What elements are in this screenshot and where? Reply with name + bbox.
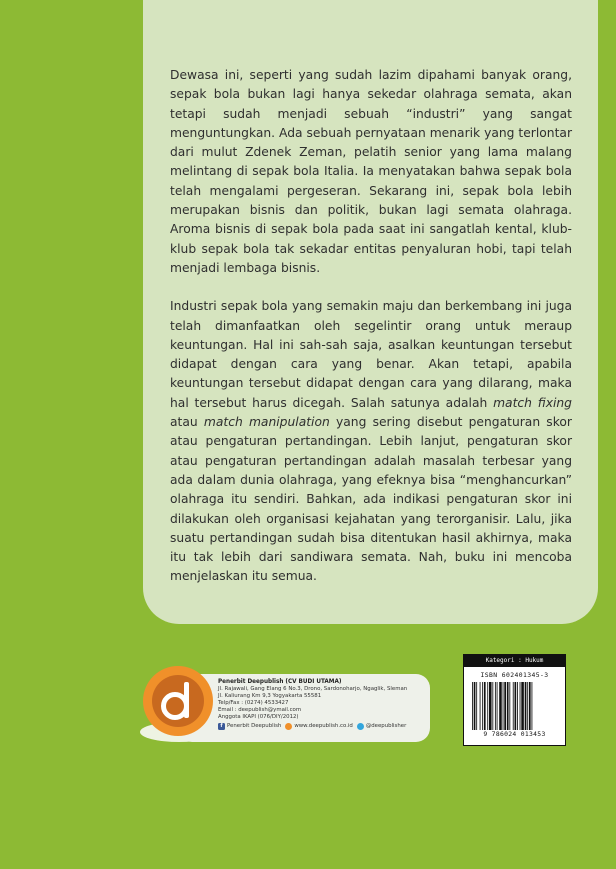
deepublish-logo-icon bbox=[142, 665, 214, 737]
facebook-icon: f bbox=[218, 723, 225, 730]
twitter-icon bbox=[357, 723, 364, 730]
publisher-info bbox=[218, 679, 428, 730]
category-label: Kategori : Hukum bbox=[464, 655, 565, 667]
barcode-icon bbox=[472, 682, 558, 730]
blurb-p2-emphasis-2: match manipulation bbox=[203, 415, 330, 430]
isbn-barcode-box bbox=[463, 654, 566, 746]
blurb-p2-text-1: Industri sepak bola yang semakin maju dan berkembang ini juga telah dimanfaatkan oleh segelintir orang untuk meraup keuntungan. Hal ini sah-sah saja, asalkan keuntungan tersebut didapat dengan cara yang benar. Akan tetapi, apabila keuntungan tersebut didapat dengan cara yang dilarang, maka hal tersebut harus dicegah. Salah satunya adalah bbox=[170, 299, 572, 410]
blurb-paragraph-1: Dewasa ini, seperti yang sudah lazim dipahami banyak orang, sepak bola bukan lagi hanya sekedar olahraga semata, akan tetapi sudah menjadi sebuah “industri” yang sangat menguntungkan. Ada sebuah pernyataan menarik yang terlontar dari mulut Zdenek Zeman, pelatih senior yang lama malang melintang di sepak bola Italia. Ia menyatakan bahwa sepak bola telah mengalami pergeseran. Sekarang ini, sepak bola lebih merupakan bisnis dan politik, bukan lagi semata olahraga. Aroma bisnis di sepak bola pada saat ini sangatlah kental, klub-klub sepak bola tak sekadar entitas penyaluran hobi, tapi telah menjadi lembaga bisnis. bbox=[170, 68, 572, 275]
publisher-email: Email : deepublish@ymail.com bbox=[218, 707, 302, 714]
publisher-membership: Anggota IKAPI (076/DIY/2012) bbox=[218, 714, 299, 721]
publisher-social bbox=[218, 723, 428, 730]
publisher-address-1: Jl. Rajawali, Gang Elang 6 No.3, Drono, Sardonoharjo, Ngaglik, Sleman bbox=[218, 686, 408, 693]
blurb-paragraph-2 bbox=[170, 297, 572, 586]
barcode-digits: 9 786024 013453 bbox=[483, 730, 546, 738]
website-icon bbox=[285, 723, 292, 730]
facebook-label: Penerbit Deepublish bbox=[227, 722, 282, 729]
isbn-text: ISBN 602401345-3 bbox=[480, 671, 549, 679]
blurb-p2-emphasis-1: match fixing bbox=[493, 395, 572, 410]
website-label: www.deepublish.co.id bbox=[294, 722, 353, 729]
publisher-phone: Telp/Fax : (0274) 4533427 bbox=[218, 700, 289, 707]
blurb-p2-text-3: yang sering disebut pengaturan skor atau pengaturan pertandingan. Lebih lanjut, pengaturan skor atau pengaturan pertandingan adalah masalah terbesar yang ada dalam dunia olahraga, yang efeknya bisa “menghancurkan” olahraga itu sendiri. Bahkan, ada indikasi pengaturan skor ini dilakukan oleh organisasi kejahatan yang terorganisir. Lalu, jika suatu pertandingan sudah bisa ditentukan hasil akhirnya, maka itu tak lebih dari sandiwara semata. Nah, buku ini mencoba menjelaskan itu semua. bbox=[170, 415, 572, 584]
publisher-name: Penerbit Deepublish (CV BUDI UTAMA) bbox=[218, 679, 342, 685]
publisher-address-2: Jl. Kaliurang Km 9,3 Yogyakarta 55581 bbox=[218, 693, 322, 700]
blurb-p2-text-2: atau bbox=[170, 415, 204, 430]
book-blurb bbox=[170, 66, 572, 587]
twitter-label: @deepublisher bbox=[365, 722, 407, 729]
